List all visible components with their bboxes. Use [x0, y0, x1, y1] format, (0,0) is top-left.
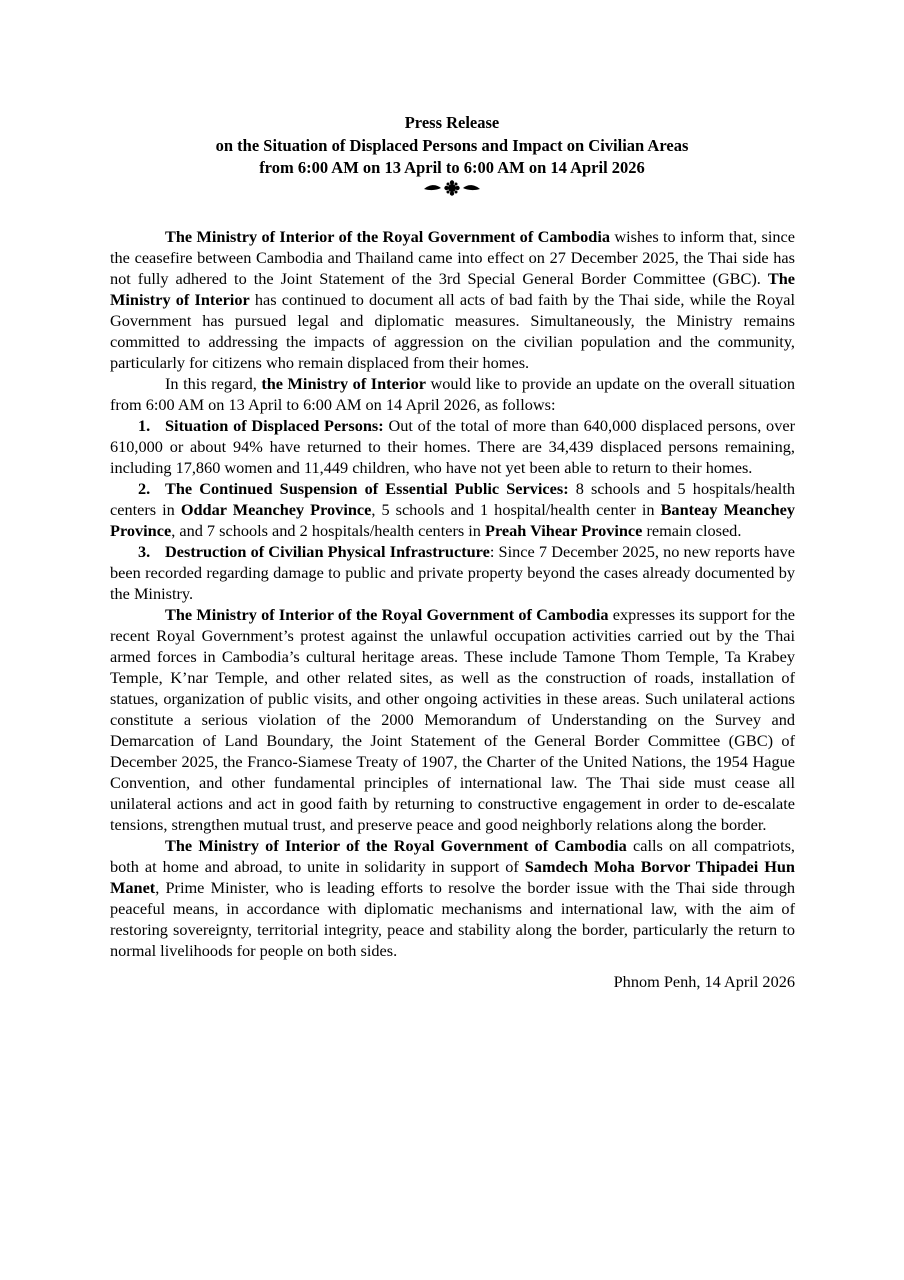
header-title: Press Release	[404, 113, 500, 132]
intro-paragraph: The Ministry of Interior of the Royal Government of Cambodia wishes to inform that, since the ceasefire between Cambodia and Thailand came into effect on 27 December 2025, the Thai side has not fully adhered to the Joint Statement of the 3rd Special General Border Committee (GBC). The Ministry of Interior has continued to document all acts of bad faith by the Thai side, while the Royal Government has pursued legal and diplomatic measures. Simultaneously, the Ministry remains committed to addressing the impacts of aggression on the civilian population and the community, particularly for citizens who remain displaced from their homes.	[110, 227, 795, 372]
update-paragraph: In this regard, the Ministry of Interior would like to provide an update on the overall situation from 6:00 AM on 13 April to 6:00 AM on 14 April 2026, as follows:	[110, 374, 795, 414]
header-date-range: from 6:00 AM on 13 April to 6:00 AM on 14 April 2026	[259, 158, 645, 177]
list-item-infrastructure: 3. Destruction of Civilian Physical Infrastructure: Since 7 December 2025, no new reports have been recorded regarding damage to public and private property beyond the cases already documented by the Ministry.	[110, 542, 795, 603]
document-body	[110, 226, 795, 992]
list-item-public-services: 2. The Continued Suspension of Essential Public Services: 8 schools and 5 hospitals/health centers in Oddar Meanchey Province, 5 schools and 1 hospital/health center in Banteay Meanchey Province, and 7 schools and 2 hospitals/health centers in Preah Vihear Province remain closed.	[110, 479, 796, 540]
decorative-flourish-icon	[0, 180, 904, 201]
list-item-displaced-persons: 1. Situation of Displaced Persons: Out of the total of more than 640,000 displaced persons, over 610,000 or about 94% have returned to their homes. There are 34,439 displaced persons remaining, including 17,860 women and 11,449 children, who have not yet been able to return to their homes.	[110, 416, 795, 477]
document-header	[0, 112, 904, 180]
place-date-signature: Phnom Penh, 14 April 2026	[613, 972, 795, 991]
header-subtitle: on the Situation of Displaced Persons and Impact on Civilian Areas	[215, 135, 689, 155]
protest-paragraph: The Ministry of Interior of the Royal Government of Cambodia expresses its support for the recent Royal Government’s protest against the unlawful occupation activities carried out by the Thai armed forces in Cambodia’s cultural heritage areas. These include Tamone Thom Temple, Ta Krabey Temple, K’nar Temple, and other related sites, as well as the construction of roads, installation of statues, organization of public visits, and other ongoing activities in these areas. Such unilateral actions constitute a serious violation of the 2000 Memorandum of Understanding on the Survey and Demarcation of Land Boundary, the Joint Statement of the General Border Committee (GBC) of December 2025, the Franco-Siamese Treaty of 1907, the Charter of the United Nations, the 1954 Hague Convention, and other fundamental principles of international law. The Thai side must cease all unilateral actions and act in good faith by returning to constructive engagement in order to de-escalate tensions, strengthen mutual trust, and preserve peace and good neighborly relations along the border.	[110, 605, 795, 834]
solidarity-paragraph: The Ministry of Interior of the Royal Government of Cambodia calls on all compatriots, both at home and abroad, to unite in solidarity in support of Samdech Moha Borvor Thipadei Hun Manet, Prime Minister, who is leading efforts to resolve the border issue with the Thai side through peaceful means, in accordance with diplomatic mechanisms and international law, with the aim of restoring sovereignty, territorial integrity, peace and stability along the border, particularly the return to normal livelihoods for people on both sides.	[110, 836, 795, 960]
